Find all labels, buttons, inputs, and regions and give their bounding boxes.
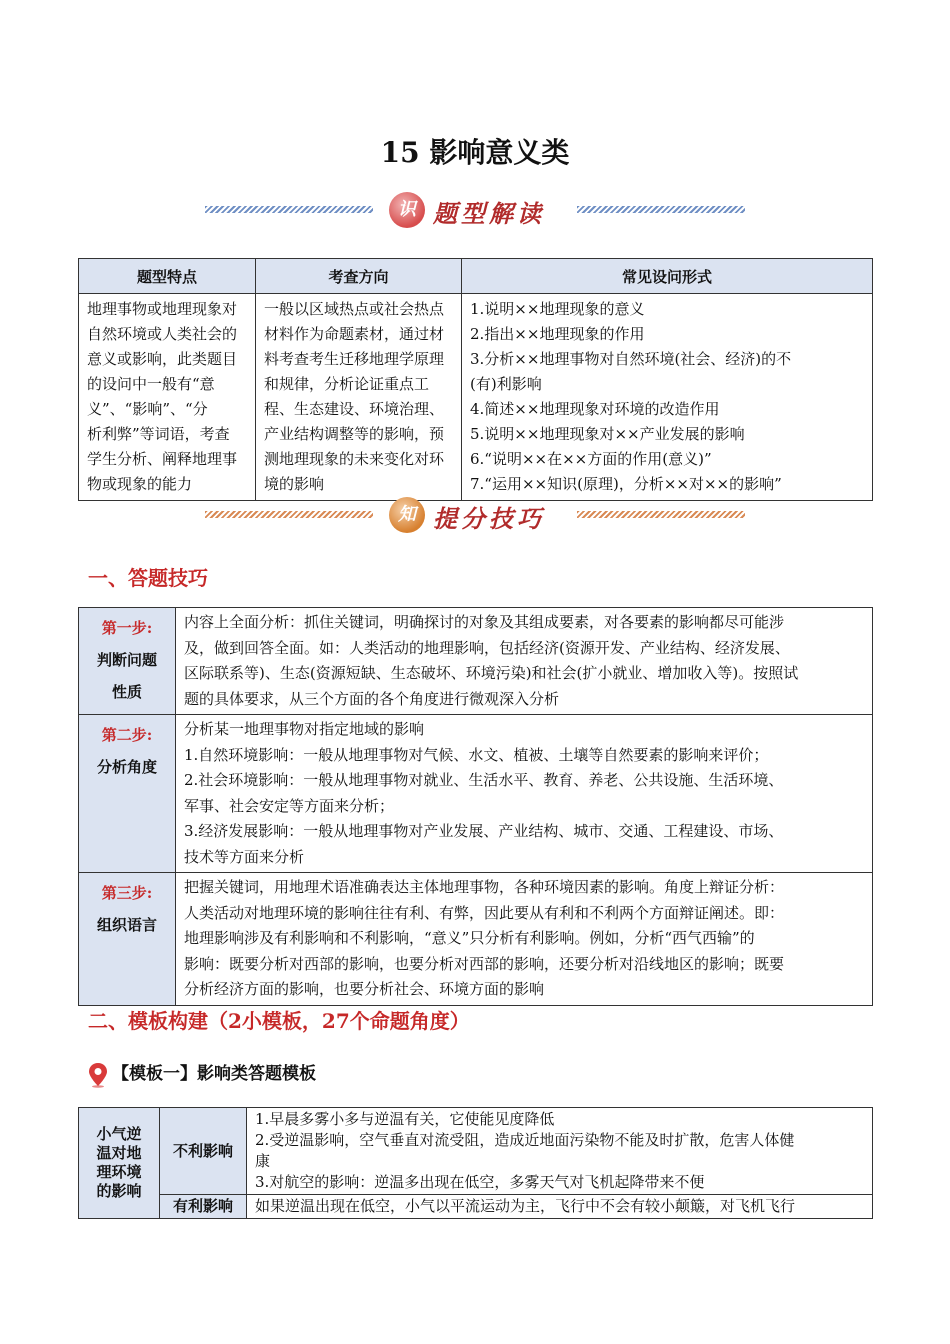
cell-line: 5.说明××地理现象对××产业发展的影响 — [470, 425, 745, 443]
step-line: 区际联系等)、生态(资源短缺、生态破坏、环境污染)和社会(扩小就业、增加收入等)。按照试 — [184, 664, 799, 682]
banner-text: 提分技巧 — [433, 504, 545, 533]
features-cell — [79, 294, 256, 501]
stripe-decoration — [577, 206, 745, 213]
step-line: 题的具体要求，从三个方面的各个角度进行微观深入分析 — [184, 689, 560, 708]
cell-line: 产业结构调整等的影响，预 — [264, 425, 445, 443]
step-number: 第二步: — [101, 726, 153, 744]
step-number: 第三步: — [101, 884, 153, 902]
steps-table — [78, 607, 873, 1006]
step-line: 3.经济发展影响：一般从地理事物对产业发展、产业结构、城市、交通、工程建设、市场、 — [184, 822, 784, 840]
step-line: 1.自然环境影响：一般从地理事物对气候、水文、植被、土壤等自然要素的影响来评价； — [184, 745, 769, 764]
question-forms-cell — [462, 294, 873, 501]
step-line: 技术等方面来分析 — [184, 847, 305, 866]
step-content-cell — [176, 715, 873, 873]
cell-line: 材料作为命题素材，通过材 — [264, 325, 445, 343]
banner-text: 题型解读 — [433, 199, 545, 228]
step-line: 内容上全面分析：抓住关键词，明确探讨的对象及其组成要素，对各要素的影响都尽可能涉 — [184, 613, 785, 631]
row-line: 1.早晨多雾小多与逆温有关，它使能见度降低 — [255, 1110, 555, 1128]
template-title-text: 【模板一】影响类答题模板 — [112, 1064, 316, 1084]
page-title: 15 影响意义类 — [380, 136, 570, 169]
cell-line: 学生分析、阐释地理事 — [87, 450, 238, 468]
cell-line: 料考查考生迁移地理学原理 — [264, 350, 445, 368]
step-label: 性质 — [111, 683, 142, 701]
cell-line: 6.“说明××在××方面的作用(意义)” — [470, 450, 712, 468]
row-label: 不利影响 — [160, 1108, 247, 1195]
cell-line: 程、生态建设、环境治理、 — [264, 400, 445, 418]
step-label-cell — [79, 608, 176, 715]
step-line: 地理影响涉及有利影响和不利影响，“意义”只分析有利影响。例如，分析“西气西输”的 — [184, 929, 755, 947]
row-line: 康 — [255, 1152, 271, 1170]
direction-cell — [256, 294, 462, 501]
row-line: 3.对航空的影响：逆温多出现在低空，多雾天气对飞机起降带来不便 — [255, 1173, 705, 1191]
cell-line: 析利弊”等词语，考查 — [87, 425, 230, 443]
cell-line: 一般以区域热点或社会热点 — [264, 300, 445, 318]
step-line: 分析某一地理事物对指定地域的影响 — [184, 720, 425, 738]
table-header: 考查方向 — [256, 259, 462, 294]
cell-line: 自然环境或人类社会的 — [87, 325, 238, 343]
cell-line: 地理事物或地理现象对 — [87, 300, 238, 318]
step-label: 判断问题 — [96, 651, 157, 669]
step-line: 及，做到回答全面。如：人类活动的地理影响，包括经济(资源开发、产业结构、经济发展、 — [184, 638, 790, 657]
cell-line: 测地理现象的未来变化对环 — [264, 450, 445, 468]
stripe-decoration — [205, 206, 373, 213]
cell-line: 物或现象的能力 — [87, 475, 193, 493]
row-line: 如果逆温出现在低空，小气以平流运动为主，飞行中不会有较小颠簸，对飞机飞行 — [255, 1197, 796, 1215]
row-label: 有利影响 — [160, 1195, 247, 1219]
step-content-cell — [176, 873, 873, 1006]
banner-question-type — [205, 192, 745, 230]
cell-line: (有)利影响 — [470, 375, 542, 393]
table-header: 常见设问形式 — [462, 259, 873, 294]
question-type-table — [78, 258, 873, 501]
template-title — [88, 1059, 316, 1087]
stripe-decoration — [205, 511, 373, 518]
step-label: 组织语言 — [96, 916, 157, 934]
cell-line: 和规律，分析论证重点工 — [264, 375, 430, 393]
cell-line: 的设问中一般有“意 — [87, 375, 215, 393]
step-label-cell — [79, 873, 176, 1006]
step-number: 第一步: — [101, 619, 153, 637]
row-content — [247, 1195, 873, 1219]
step-label-cell — [79, 715, 176, 873]
step-line: 2.社会环境影响：一般从地理事物对就业、生活水平、教育、养老、公共设施、生活环境、 — [184, 771, 784, 789]
group-label-line: 小气逆 — [96, 1125, 142, 1143]
step-line: 影响：既要分析对西部的影响，也要分析对西部的影响，还要分析对沿线地区的影响；既要 — [184, 954, 785, 973]
group-label-cell — [79, 1108, 160, 1219]
section-heading: 二、模板构建（2小模板，27个命题角度） — [88, 1009, 470, 1033]
group-label-line: 温对地 — [96, 1144, 142, 1162]
step-line: 军事、社会安定等方面来分析； — [184, 796, 395, 815]
cell-line: 3.分析××地理事物对自然环境(社会、经济)的不 — [470, 350, 792, 368]
seal-icon: 知 — [389, 497, 425, 533]
stripe-decoration — [577, 511, 745, 518]
cell-line: 境的影响 — [264, 475, 325, 493]
cell-line: 意义或影响，此类题目 — [87, 350, 238, 368]
row-content — [247, 1108, 873, 1195]
cell-line: 义”、“影响”、“分 — [87, 400, 208, 418]
table-header: 题型特点 — [79, 259, 256, 294]
cell-line: 7.“运用××知识(原理)，分析××对××的影响” — [470, 475, 782, 493]
section-heading: 一、答题技巧 — [88, 566, 208, 590]
cell-line: 2.指出××地理现象的作用 — [470, 325, 645, 343]
banner-tips — [205, 497, 745, 535]
cell-line: 1.说明××地理现象的意义 — [470, 300, 645, 318]
template-table — [78, 1107, 873, 1219]
row-line: 2.受逆温影响，空气垂直对流受阻，造成近地面污染物不能及时扩散，危害人体健 — [255, 1131, 795, 1149]
step-line: 把握关键词，用地理术语准确表达主体地理事物，各种环境因素的影响。角度上辩证分析： — [184, 878, 785, 896]
step-content-cell — [176, 608, 873, 715]
step-label: 分析角度 — [96, 758, 157, 776]
location-pin-icon — [88, 1062, 108, 1088]
seal-icon: 识 — [389, 192, 425, 228]
group-label-line: 的影响 — [96, 1182, 142, 1200]
cell-line: 4.简述××地理现象对环境的改造作用 — [470, 400, 720, 418]
group-label-line: 理环境 — [96, 1163, 142, 1181]
step-line: 人类活动对地理环境的影响往往有利、有弊，因此要从有利和不利两个方面辩证阐述。即： — [184, 903, 785, 922]
step-line: 分析经济方面的影响，也要分析社会、环境方面的影响 — [184, 980, 545, 998]
